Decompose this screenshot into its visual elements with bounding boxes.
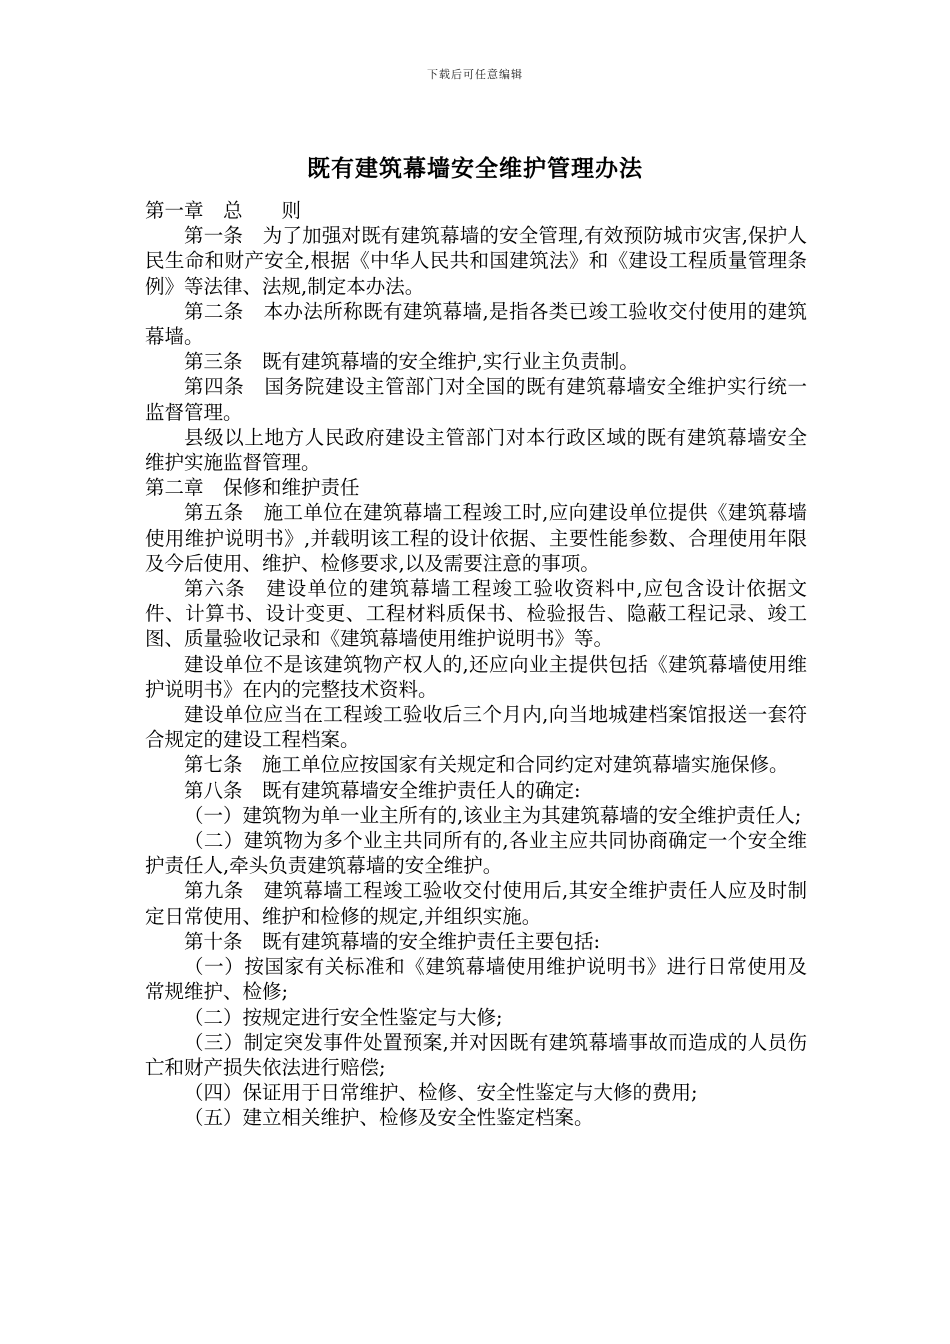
chapter-heading-1: 第一章 总 则 — [145, 199, 302, 222]
article-5: 第五条 施工单位在建筑幕墙工程竣工时,应向建设单位提供《建筑幕墙使用维护说明书》,并载明该工程的设计依据、主要性能参数、合理使用年限及今后使用、维护、检修要求,以及需要注意的事项。 — [145, 501, 807, 575]
document-title: 既有建筑幕墙安全维护管理办法 — [307, 155, 643, 182]
article-8-item-1: （一）建筑物为单一业主所有的,该业主为其建筑幕墙的安全维护责任人; — [184, 803, 802, 827]
document-body — [145, 198, 807, 1131]
article-10-item-1: （一）按国家有关标准和《建筑幕墙使用维护说明书》进行日常使用及常规维护、检修; — [145, 955, 807, 1004]
article-4-paragraph-2: 县级以上地方人民政府建设主管部门对本行政区域的既有建筑幕墙安全维护实施监督管理。 — [145, 425, 807, 475]
article-6-paragraph-3: 建设单位应当在工程竣工验收后三个月内,向当地城建档案馆报送一套符合规定的建设工程档案。 — [145, 703, 807, 752]
chapter-heading-2: 第二章 保修和维护责任 — [145, 476, 360, 500]
article-7: 第七条 施工单位应按国家有关规定和合同约定对建筑幕墙实施保修。 — [184, 753, 789, 777]
article-3: 第三条 既有建筑幕墙的安全维护,实行业主负责制。 — [184, 350, 639, 374]
article-9: 第九条 建筑幕墙工程竣工验收交付使用后,其安全维护责任人应及时制定日常使用、维护和检修的规定,并组织实施。 — [145, 879, 807, 928]
article-1: 第一条 为了加强对既有建筑幕墙的安全管理,有效预防城市灾害,保护人民生命和财产安全,根据《中华人民共和国建筑法》和《建设工程质量管理条例》等法律、法规,制定本办法。 — [145, 224, 807, 298]
article-2: 第二条 本办法所称既有建筑幕墙,是指各类已竣工验收交付使用的建筑幕墙。 — [145, 299, 807, 349]
article-6-paragraph-2: 建设单位不是该建筑物产权人的,还应向业主提供包括《建筑幕墙使用维护说明书》在内的完整技术资料。 — [145, 652, 807, 701]
article-10-item-4: （四）保证用于日常维护、检修、安全性鉴定与大修的费用; — [184, 1081, 698, 1105]
header-note: 下载后可任意编辑 — [427, 68, 523, 81]
article-10-item-2: （二）按规定进行安全性鉴定与大修; — [184, 1005, 503, 1029]
article-6: 第六条 建设单位的建筑幕墙工程竣工验收资料中,应包含设计依据文件、计算书、设计变更、工程材料质保书、检验报告、隐蔽工程记录、竣工图、质量验收记录和《建筑幕墙使用维护说明书》等。 — [145, 577, 807, 651]
article-10-item-5: （五）建立相关维护、检修及安全性鉴定档案。 — [184, 1106, 594, 1130]
article-4: 第四条 国务院建设主管部门对全国的既有建筑幕墙安全维护实行统一监督管理。 — [145, 375, 807, 424]
article-10: 第十条 既有建筑幕墙的安全维护责任主要包括: — [184, 929, 601, 953]
article-10-item-3: （三）制定突发事件处置预案,并对因既有建筑幕墙事故而造成的人员伤亡和财产损失依法进行赔偿; — [145, 1030, 807, 1079]
article-8-item-2: （二）建筑物为多个业主共同所有的,各业主应共同协商确定一个安全维护责任人,牵头负责建筑幕墙的安全维护。 — [145, 829, 807, 878]
article-8: 第八条 既有建筑幕墙安全维护责任人的确定: — [184, 778, 581, 802]
